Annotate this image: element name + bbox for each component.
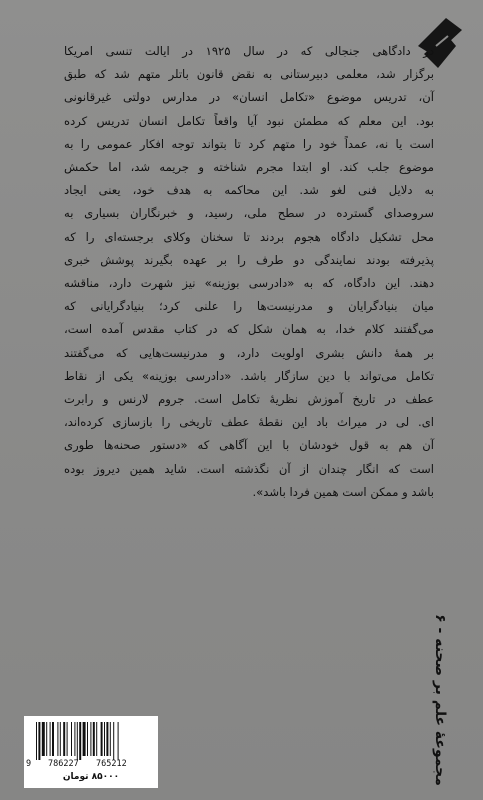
barcode-bar: [83, 722, 86, 756]
barcode-bar: [42, 722, 45, 756]
blurb-line: بر همهٔ دانش بشری اولویت دارد، و مدرنیست‌هایی که می‌گفتند: [64, 345, 434, 360]
barcode-bar: [60, 722, 61, 756]
barcode-label: [24, 716, 158, 788]
barcode-bar: [106, 722, 108, 756]
barcode-bar: [110, 722, 111, 756]
blurb-line: به دلایل فنی لغو شد. این محاکمه به هدف خود، یعنی ایجاد: [64, 183, 434, 198]
blurb-line: در دادگاهی جنجالی که در سال ۱۹۲۵ در ایالت تنسی امریکا: [64, 44, 435, 58]
blurb-line: باشد و ممکن است همین فردا باشد».: [252, 484, 434, 499]
blurb-line: محل تشکیل دادگاه هجوم بردند تا سخنان وکلای برجسته‌ای را که: [64, 229, 434, 244]
isbn-middle-digits: 786227: [48, 759, 79, 769]
blurb-line: پذیرفته بودند نمایندگی دو طرف را بر عهده بگیرند پوشش خبری: [64, 252, 434, 267]
barcode-bar: [71, 722, 72, 756]
series-title-text: مجموعهٔ علم بر صحنه - ۶: [432, 614, 448, 786]
barcode-bar: [93, 722, 95, 756]
barcode-bar: [96, 722, 97, 756]
barcode-bar: [52, 722, 54, 756]
blurb-line: آن، تدریس موضوع «تکامل انسان» در مدارس دولتی غیرقانونی: [64, 90, 434, 105]
barcode-bar: [90, 722, 91, 756]
blurb-line: دهند. این دادگاه، که به «دادرسی بوزینه» نیز شهرت دارد، مناقشه: [64, 276, 434, 291]
barcode-bar: [101, 722, 103, 756]
barcode-bar: [67, 722, 68, 756]
barcode-bar: [113, 722, 114, 760]
barcode-bar: [118, 722, 119, 760]
blurb-line: است یا نه، عمداً خود را متهم کرد تا بتواند توجه افکار عمومی را به: [64, 136, 434, 151]
blurb-line: سروصدای گسترده در سطح ملی، رسید، و خبرنگاران بسیاری به: [64, 206, 434, 221]
barcode-bar: [79, 722, 81, 760]
blurb-line: برگزار شد، معلمی دبیرستانی به نقض قانون باتلر متهم شد که طبق: [64, 67, 434, 82]
blurb-line: می‌گفتند کلام خدا، به همان شکل که در کتاب مقدس آمده است،: [64, 322, 434, 337]
blurb-text: [64, 40, 434, 504]
barcode-bar: [36, 722, 37, 760]
blurb-line: موضوع جلب کند. او ابتدا مجرم شناخته و جریمه شد، اما حکمش: [64, 160, 434, 175]
blurb-line: عطف در تاریخ آموزش نظریهٔ تکامل است. جروم لارنس و رابرت: [64, 392, 434, 407]
price: ۸۵۰۰۰ تومان: [62, 772, 120, 782]
barcode-bar: [57, 722, 58, 756]
barcode-bar: [46, 722, 47, 756]
blurb-line: آن هم به قول خودشان با این آگاهی که «دستور صحنه‌ها طوری: [64, 438, 434, 453]
isbn-end-digits: 765212: [96, 759, 127, 769]
blurb-line: ای. لی در میراث باد این نقطهٔ عطف تاریخی را بازسازی کرده‌اند،: [64, 415, 434, 430]
barcode-bar: [63, 722, 65, 756]
barcode-bar: [104, 722, 105, 756]
blurb-line: میان بنیادگرایان و مدرنیست‌ها را علنی کرد؛ بنیادگرایانی که: [64, 299, 434, 314]
barcode: [34, 722, 150, 760]
barcode-bar: [77, 722, 78, 760]
series-title: [418, 610, 462, 790]
blurb-line: تکامل می‌تواند با دین سازگار باشد. «دادرسی بوزینه» یکی از نقاط: [64, 368, 434, 383]
barcode-bar: [87, 722, 88, 756]
barcode-bar: [50, 722, 51, 756]
blurb-line: است که انگار چندان از آن نگذشته است. شاید همین دیروز بوده: [64, 461, 434, 476]
barcode-bar: [74, 722, 75, 756]
isbn-first-digit: 9: [26, 759, 32, 769]
barcode-bar: [38, 722, 40, 760]
isbn-number: [26, 759, 156, 771]
blurb-line: بود. این معلم که مطمئن نبود آیا واقعاً تکامل انسان تدریس کرده: [64, 113, 434, 128]
